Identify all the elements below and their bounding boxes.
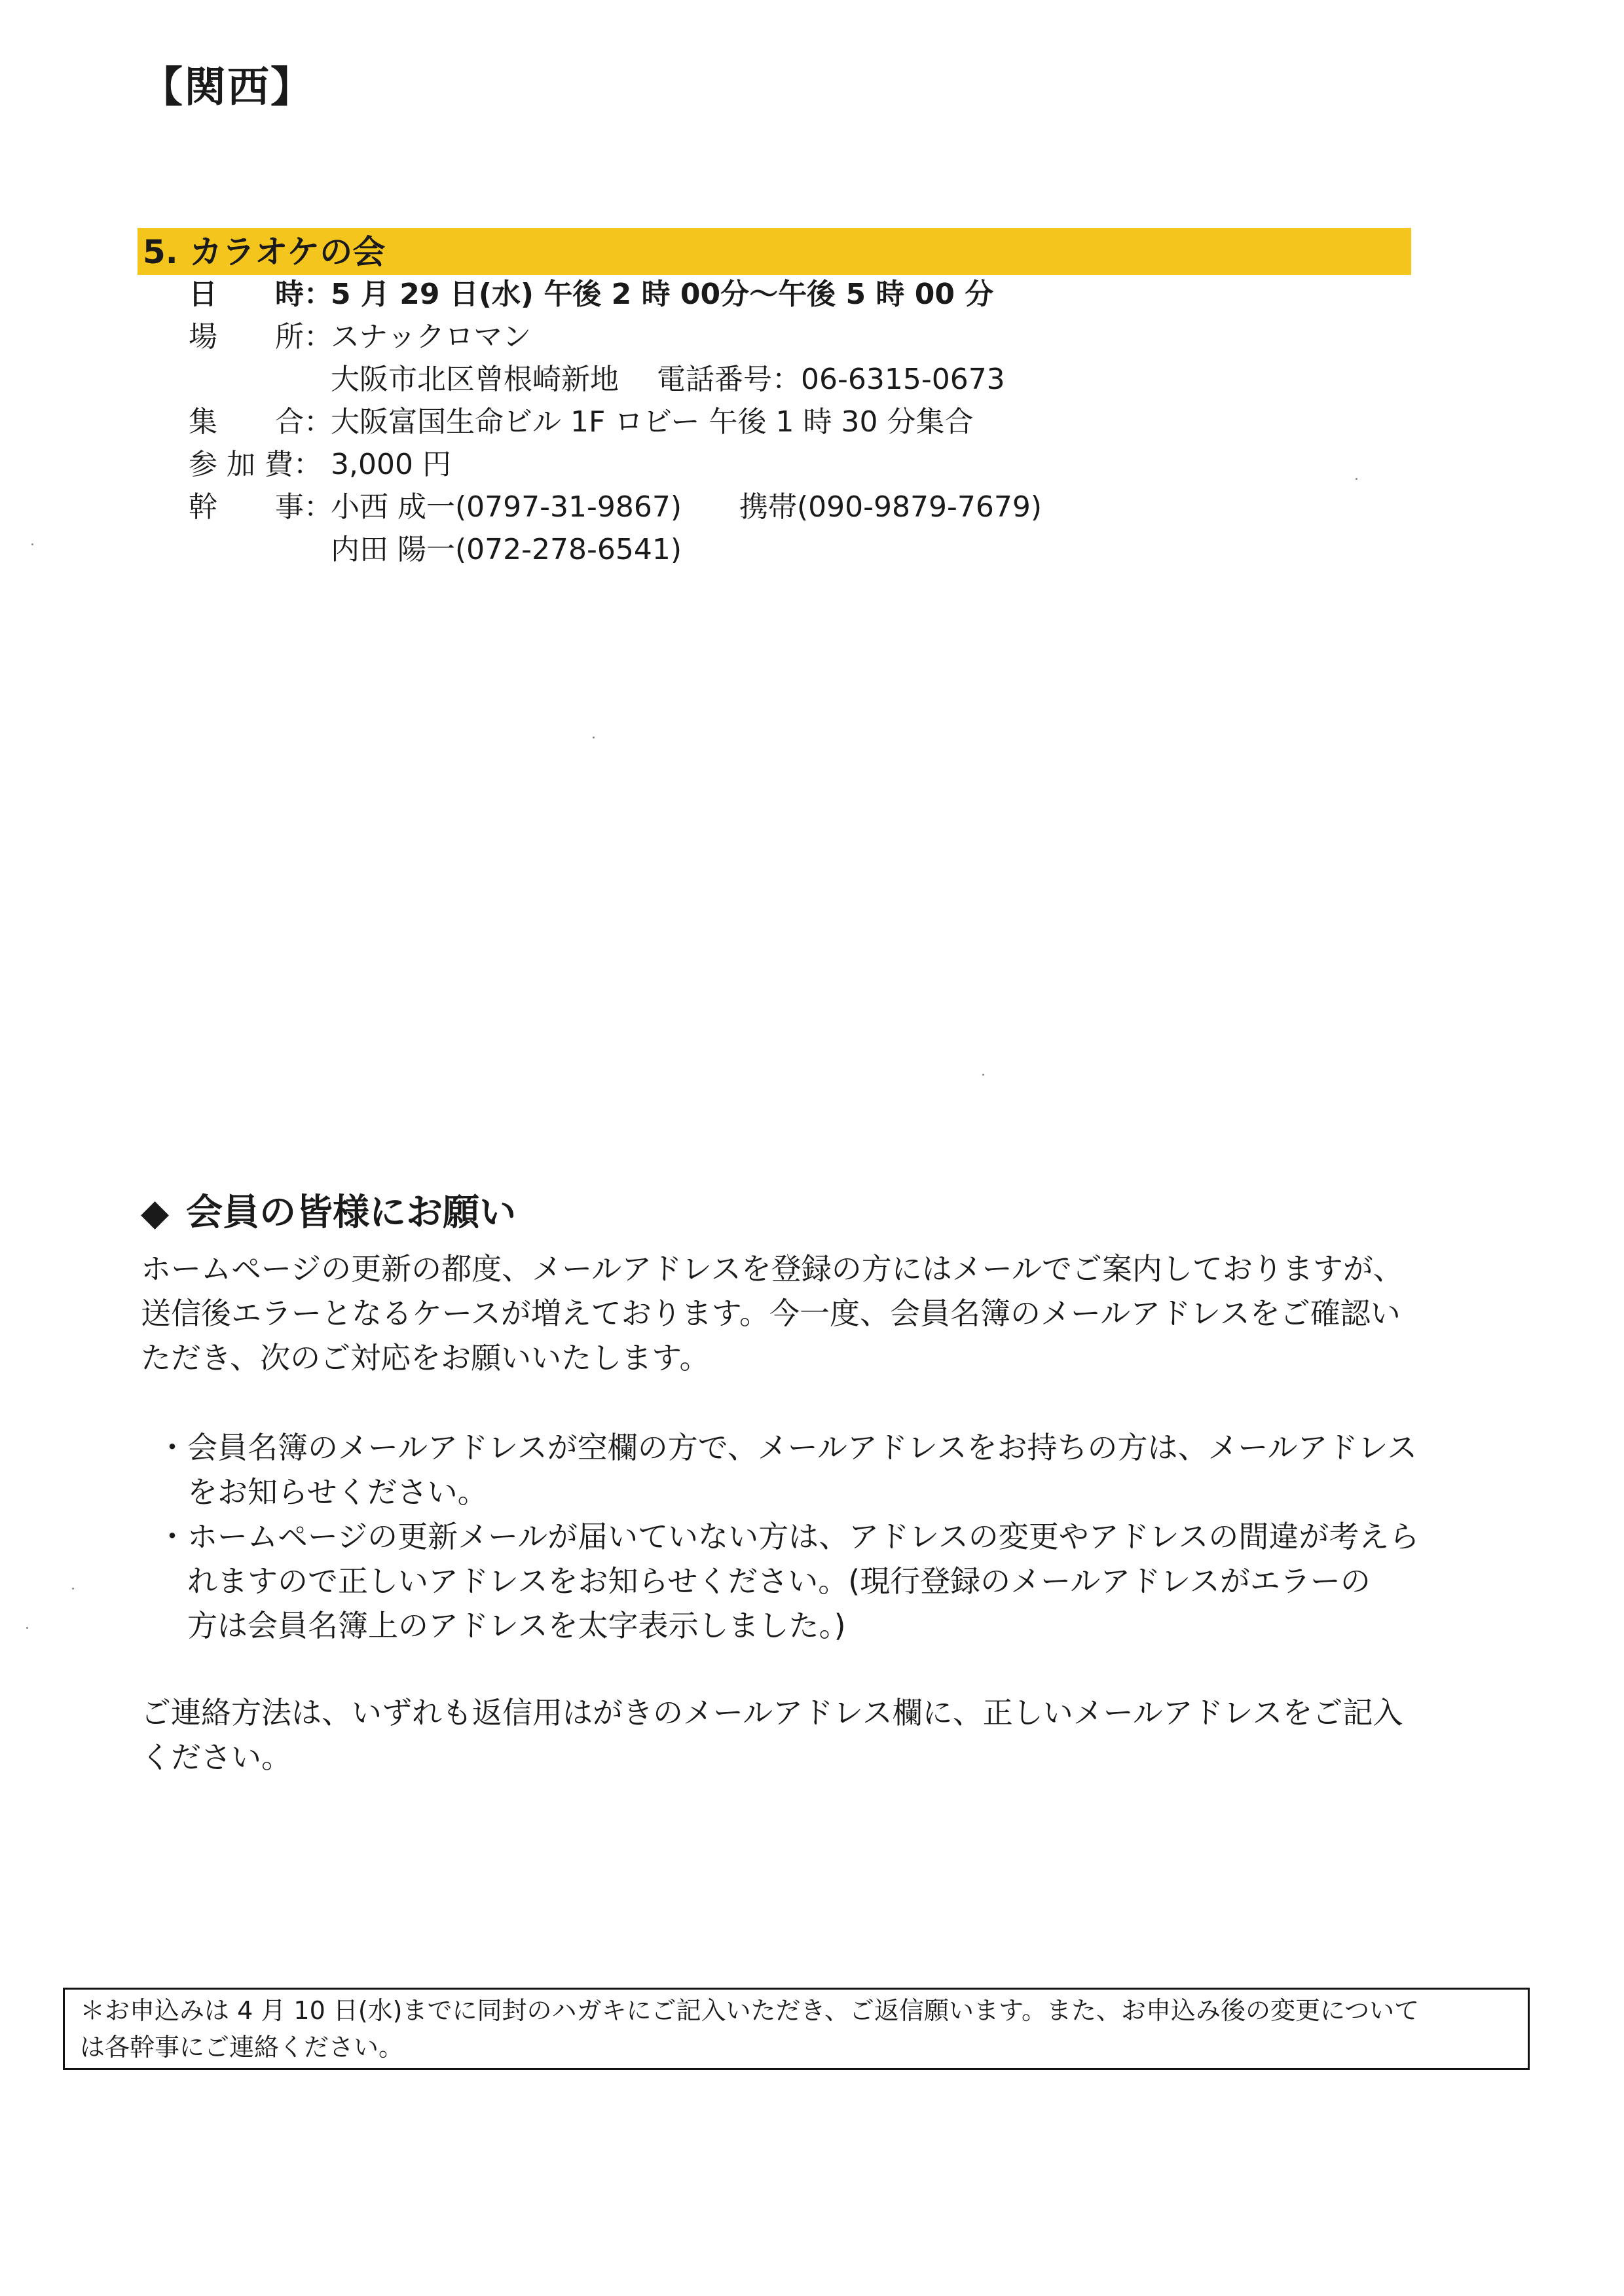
footer-note-line-1: ＊お申込みは 4 月 10 日(水)までに同封のハガキにご記入いただき、ご返信願います。また、お申込み後の変更について	[80, 1996, 1420, 2025]
value-organizer-1: 小西 成一(0797-31-9867) 携帯(090-9879-7679)	[331, 490, 1043, 524]
notice-heading	[141, 1190, 516, 1236]
label-venue: 場 所：	[189, 320, 333, 354]
footer-note-line-2: は各幹事にご連絡ください。	[80, 2033, 404, 2062]
notice-intro-line-1: ホームページの更新の都度、メールアドレスを登録の方にはメールでご案内しておりますが、	[141, 1251, 1403, 1286]
notice-bullet-2-line-1: ・ホームページの更新メールが届いていない方は、アドレスの変更やアドレスの間違が考えら	[157, 1519, 1420, 1554]
value-date: 5 月 29 日(水) 午後 2 時 00分～午後 5 時 00 分	[331, 278, 994, 311]
notice-bullet-1-line-2: をお知らせください。	[157, 1474, 488, 1510]
notice-intro-line-2: 送信後エラーとなるケースが増えております。今一度、会員名簿のメールアドレスをご確認い	[141, 1296, 1401, 1331]
scan-speck	[982, 1074, 984, 1076]
label-date: 日 時：	[189, 278, 333, 311]
value-venue-address: 大阪市北区曾根崎新地 電話番号：06-6315-0673	[331, 363, 1005, 396]
notice-closing-line-2: ください。	[141, 1740, 291, 1775]
scan-speck	[26, 1627, 28, 1629]
label-meeting: 集 合：	[189, 405, 333, 439]
notice-intro-line-3: ただき、次のご対応をお願いいたします。	[141, 1340, 710, 1376]
section-title: 5. カラオケの会	[143, 233, 386, 271]
notice-heading-text: 会員の皆様にお願い	[186, 1192, 517, 1234]
scan-speck	[593, 737, 595, 738]
scan-speck	[31, 543, 33, 545]
notice-bullet-2-line-2: れますので正しいアドレスをお知らせください。(現行登録のメールアドレスがエラーの	[157, 1563, 1371, 1599]
value-fee: 3,000 円	[331, 448, 451, 481]
label-fee: 参 加 費：	[189, 448, 322, 481]
diamond-icon: ◆	[141, 1192, 170, 1234]
value-organizer-2: 内田 陽一(072-278-6541)	[331, 533, 682, 566]
value-meeting: 大阪富国生命ビル 1F ロビー 午後 1 時 30 分集合	[331, 405, 974, 439]
notice-bullet-2-line-3: 方は会員名簿上のアドレスを太字表示しました。)	[157, 1608, 846, 1643]
value-venue: スナックロマン	[331, 320, 532, 354]
notice-bullet-1-line-1: ・会員名簿のメールアドレスが空欄の方で、メールアドレスをお持ちの方は、メールアドレス	[157, 1430, 1418, 1465]
notice-closing-line-1: ご連絡方法は、いずれも返信用はがきのメールアドレス欄に、正しいメールアドレスをご記入	[141, 1695, 1403, 1730]
scan-speck	[72, 1588, 74, 1590]
scan-speck	[1356, 478, 1357, 480]
region-title: 【関西】	[141, 64, 314, 112]
label-organizer: 幹 事：	[189, 490, 333, 524]
